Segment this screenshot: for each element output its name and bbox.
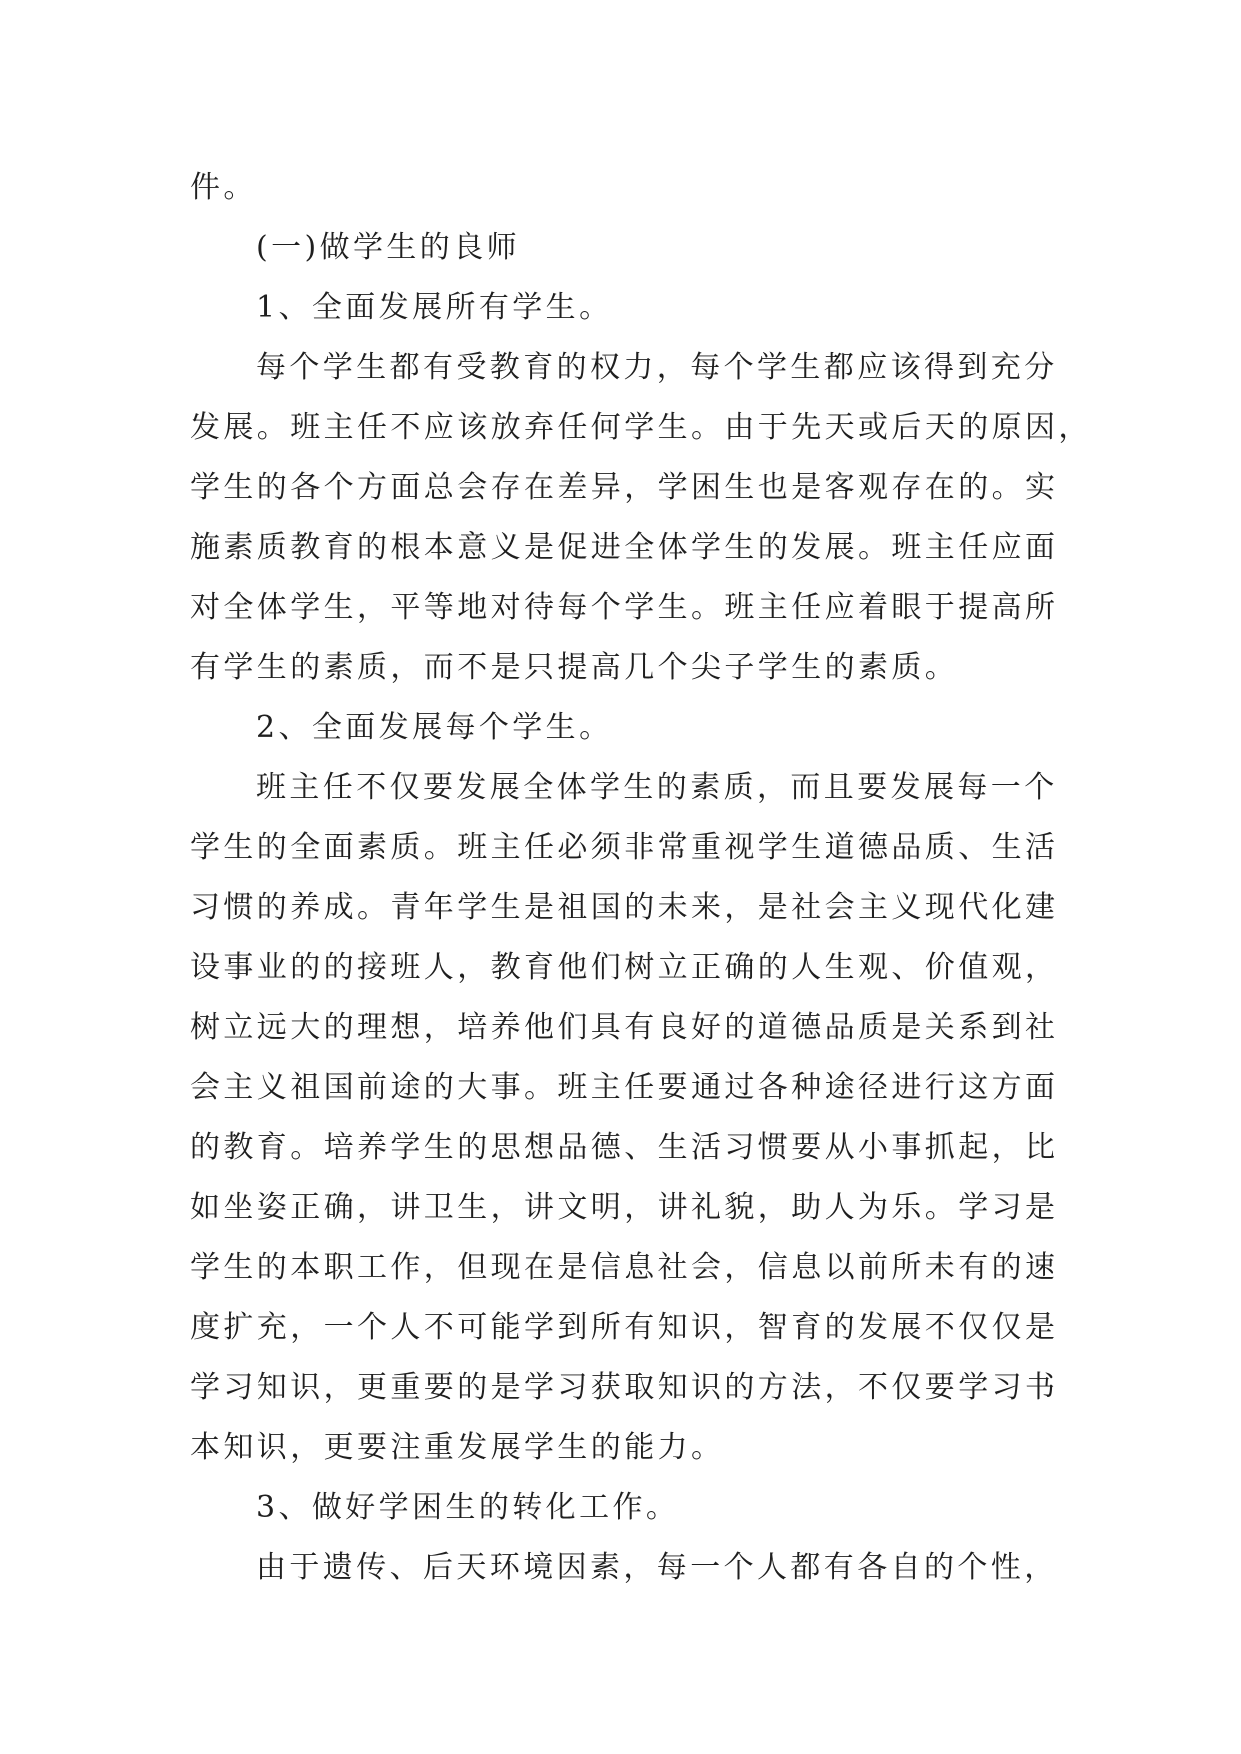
subheading-2: 2、全面发展每个学生。 (256, 710, 613, 745)
paragraph-2-line-9: 学生的本职工作，但现在是信息社会，信息以前所未有的速 (190, 1250, 1059, 1285)
paragraph-1-line-2: 发展。班主任不应该放弃任何学生。由于先天或后天的原因， (190, 410, 1092, 445)
subheading-3: 3、做好学困生的转化工作。 (256, 1490, 680, 1525)
paragraph-continuation-line: 件。 (190, 170, 257, 205)
paragraph-2-line-11: 学习知识，更重要的是学习获取知识的方法，不仅要学习书 (190, 1370, 1059, 1405)
paragraph-2-line-1: 班主任不仅要发展全体学生的素质，而且要发展每一个 (256, 770, 1058, 805)
paragraph-1-line-1: 每个学生都有受教育的权力，每个学生都应该得到充分 (256, 350, 1058, 385)
paragraph-2-line-3: 习惯的养成。青年学生是祖国的未来，是社会主义现代化建 (190, 890, 1059, 925)
paragraph-2-line-2: 学生的全面素质。班主任必须非常重视学生道德品质、生活 (190, 830, 1059, 865)
paragraph-3-line-1: 由于遗传、后天环境因素，每一个人都有各自的个性， (256, 1550, 1058, 1585)
paragraph-1-line-3: 学生的各个方面总会存在差异，学困生也是客观存在的。实 (190, 470, 1059, 505)
paragraph-1-line-6: 有学生的素质，而不是只提高几个尖子学生的素质。 (190, 650, 959, 685)
paragraph-2-line-6: 会主义祖国前途的大事。班主任要通过各种途径进行这方面 (190, 1070, 1059, 1105)
paragraph-2-line-8: 如坐姿正确，讲卫生，讲文明，讲礼貌，助人为乐。学习是 (190, 1190, 1059, 1225)
paragraph-2-line-4: 设事业的的接班人，教育他们树立正确的人生观、价值观， (190, 950, 1059, 985)
paragraph-2-line-7: 的教育。培养学生的思想品德、生活习惯要从小事抓起，比 (190, 1130, 1059, 1165)
section-heading: (一)做学生的良师 (256, 230, 521, 265)
paragraph-2-line-10: 度扩充，一个人不可能学到所有知识，智育的发展不仅仅是 (190, 1310, 1059, 1345)
subheading-1: 1、全面发展所有学生。 (256, 290, 613, 325)
paragraph-1-line-4: 施素质教育的根本意义是促进全体学生的发展。班主任应面 (190, 530, 1059, 565)
paragraph-1-line-5: 对全体学生，平等地对待每个学生。班主任应着眼于提高所 (190, 590, 1059, 625)
paragraph-2-line-5: 树立远大的理想，培养他们具有良好的道德品质是关系到社 (190, 1010, 1059, 1045)
document-body (190, 158, 1092, 1598)
paragraph-2-line-12: 本知识，更要注重发展学生的能力。 (190, 1430, 725, 1465)
